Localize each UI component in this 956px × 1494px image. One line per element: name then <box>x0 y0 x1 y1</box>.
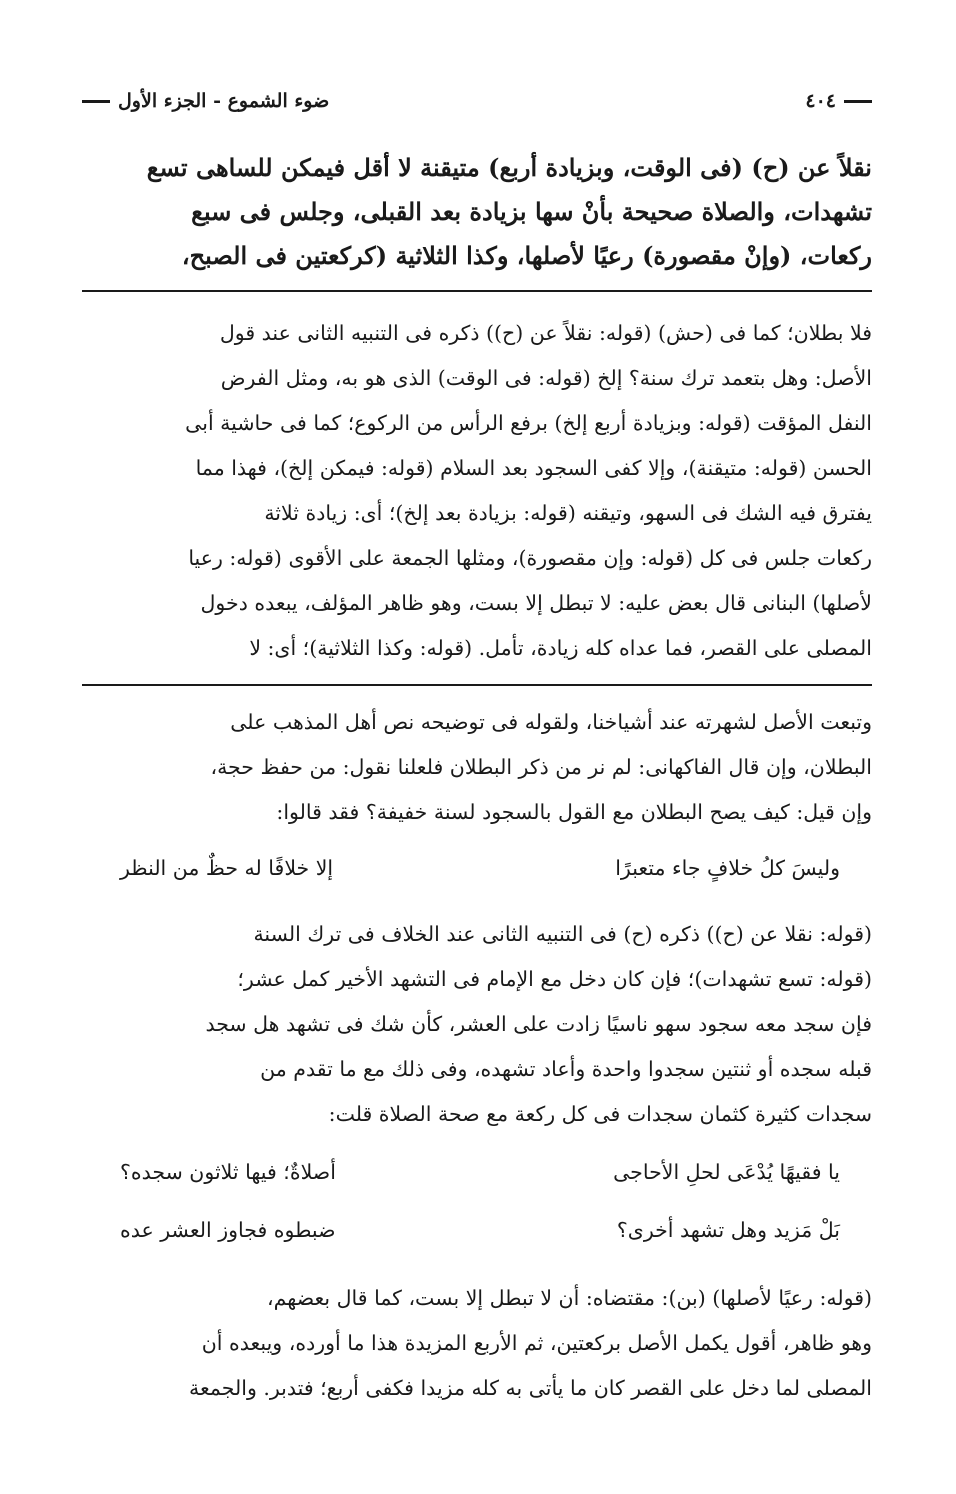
footnote-line: وهو ظاهر، أقول يكمل الأصل بركعتين، ثم الأربع المزيدة هذا ما أورده، ويبعده أن <box>201 1331 872 1355</box>
verse-first-hemistich: بَلْ مَزيد وهل تشهد أخرى؟ <box>616 1218 840 1242</box>
section-divider <box>82 290 872 292</box>
page-number: ٤٠٤ <box>805 90 836 112</box>
main-text-line: تشهدات، والصلاة صحيحة بأنْ سها بزيادة بعد القبلى، وجلس فى سبع <box>191 197 872 226</box>
commentary-line: يفترق فيه الشك فى السهو، وتيقنه (قوله: بزيادة بعد إلخ)؛ أى: زيادة ثلاثة <box>264 501 872 525</box>
commentary-line: الحسن (قوله: متيقنة)، وإلا كفى السجود بعد السلام (قوله: فيمكن إلخ)، فهذا مما <box>195 456 872 480</box>
book-title: ضوء الشموع - الجزء الأول <box>118 90 330 112</box>
commentary-line: لأصلها) البنانى قال بعض عليه: لا تبطل إلا بست، وهو ظاهر المؤلف، يبعده دخول <box>200 591 872 615</box>
commentary-line: فلا بطلان؛ كما فى (حش) (قوله: نقلاً عن (ح)) ذكره فى التنبيه الثانى عند قول <box>219 321 872 345</box>
header-dash-right <box>844 100 872 103</box>
footnote-line: سجدات كثيرة كثمان سجدات فى كل ركعة مع صحة الصلاة قلت: <box>328 1102 872 1126</box>
main-text-line: ركعات، (وإنْ مقصورة) رعيًا لأصلها، وكذا الثلاثية (كركعتين فى الصبح، <box>181 241 872 270</box>
poem-verse-3 <box>120 1218 840 1242</box>
footnote-divider <box>82 684 872 686</box>
commentary-text <box>82 311 872 671</box>
commentary-line: الأصل: وهل بتعمد ترك سنة؟ إلخ (قوله: فى الوقت) الذى هو به، ومثل الفرض <box>220 366 872 390</box>
footnote-line: (قوله: رعيًا لأصلها) (بن): مقتضاه: أن لا تبطل إلا بست، كما قال بعضهم، <box>267 1286 872 1310</box>
footnote-block-3 <box>82 1276 872 1411</box>
commentary-line: المصلى على القصر، فما عداه كله زيادة، تأمل. (قوله: وكذا الثلاثية)؛ أى: لا <box>249 636 872 660</box>
main-text <box>82 146 872 278</box>
poem-verse-2 <box>120 1160 840 1184</box>
running-header <box>82 88 872 114</box>
main-text-line: نقلاً عن (ح) (فى الوقت، وبزيادة أربع) متيقنة لا أقل فيمكن للساهى تسع <box>146 153 872 182</box>
verse-second-hemistich: أصلاةٌ؛ فيها ثلاثون سجده؟ <box>120 1160 336 1184</box>
footnote-line: قبله سجده أو ثنتين سجدوا واحدة وأعاد تشهده، وفى ذلك مع ما تقدم من <box>260 1057 872 1081</box>
page-number-group <box>805 90 872 112</box>
footnote-line: البطلان، وإن قال الفاكهانى: لم نر من ذكر البطلان فلعلنا نقول: من حفظ حجة، <box>210 755 872 779</box>
footnote-line: وإن قيل: كيف يصح البطلان مع القول بالسجود لسنة خفيفة؟ فقد قالوا: <box>276 800 872 824</box>
verse-first-hemistich: يا فقيهًا يُدْعَى لحلِ الأحاجى <box>613 1160 840 1184</box>
verse-second-hemistich: إلا خلافًا له حظٌ من النظر <box>120 856 334 880</box>
footnote-block-2 <box>82 912 872 1137</box>
verse-first-hemistich: وليسَ كلُ خلافٍ جاء متعبرًا <box>615 856 840 880</box>
poem-verse-1 <box>120 856 840 880</box>
verse-second-hemistich: ضبطوه فجاوز العشر عده <box>120 1218 336 1242</box>
footnote-line: (قوله: تسع تشهدات)؛ فإن كان دخل مع الإمام فى التشهد الأخير كمل عشر؛ <box>237 967 872 991</box>
commentary-line: النفل المؤقت (قوله: وبزيادة أربع إلخ) برفع الرأس من الركوع؛ كما فى حاشية أبى <box>185 411 872 435</box>
footnote-line: فإن سجد معه سجود سهو ناسيًا زادت على العشر، كأن شك فى تشهد هل سجد <box>205 1012 872 1036</box>
footnote-line: وتبعت الأصل لشهرته عند أشياخنا، ولقوله فى توضيحه نص أهل المذهب على <box>230 710 872 734</box>
footnote-block-1 <box>82 700 872 835</box>
footnote-line: (قوله: نقلا عن (ح)) ذكره (ح) فى التنبيه الثانى عند الخلاف فى ترك السنة <box>253 922 872 946</box>
commentary-line: ركعات جلس فى كل (قوله: وإن مقصورة)، ومثلها الجمعة على الأقوى (قوله: رعيا <box>188 546 872 570</box>
footnote-line: المصلى لما دخل على القصر كان ما يأتى به كله مزيدا فكفى أربع؛ فتدبر. والجمعة <box>189 1376 872 1400</box>
book-title-group <box>82 90 329 112</box>
header-dash-left <box>82 100 110 103</box>
